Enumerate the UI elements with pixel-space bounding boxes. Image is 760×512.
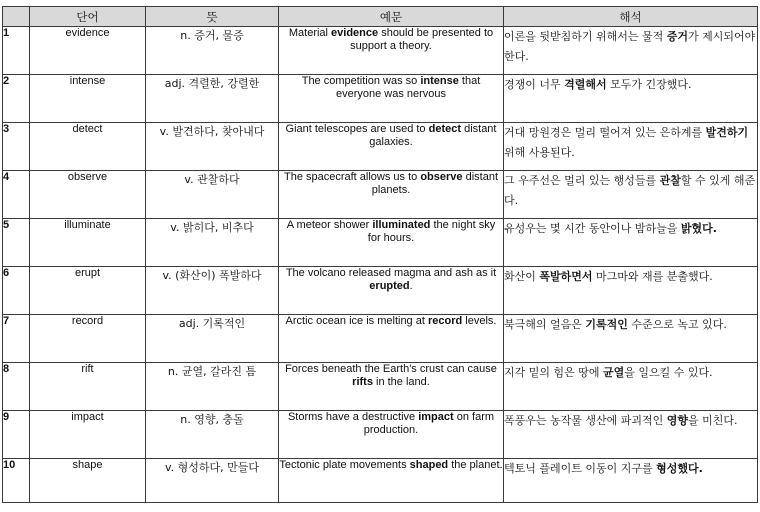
row-number: 9 bbox=[3, 411, 30, 459]
example-text: Tectonic plate movements bbox=[279, 459, 410, 471]
example-text: A meteor shower bbox=[286, 219, 373, 231]
header-number bbox=[3, 7, 30, 27]
translation-text: 마그마와 재를 분출했다. bbox=[592, 270, 713, 283]
example-sentence bbox=[279, 459, 504, 503]
translation-text: 텍토닉 플레이트 이동이 지구를 bbox=[504, 462, 657, 475]
example-text: Storms have a destructive bbox=[287, 411, 419, 423]
word-meaning: v. 관찰하다 bbox=[146, 171, 279, 219]
translation-text: 북극해의 얼음은 bbox=[504, 318, 586, 331]
example-keyword: shaped bbox=[409, 459, 449, 471]
header-word: 단어 bbox=[30, 7, 146, 27]
vocab-word: shape bbox=[30, 459, 146, 503]
korean-translation bbox=[504, 75, 758, 123]
vocab-word: evidence bbox=[30, 27, 146, 75]
korean-translation bbox=[504, 171, 758, 219]
translation-keyword: 기록적인 bbox=[585, 318, 628, 331]
vocab-word: record bbox=[30, 315, 146, 363]
table-row bbox=[3, 267, 758, 315]
word-meaning: v. 밝히다, 비추다 bbox=[146, 219, 279, 267]
example-text: should be presented to support a theory. bbox=[350, 27, 494, 52]
translation-text: 지각 밑의 힘은 땅에 bbox=[504, 366, 603, 379]
example-text: . bbox=[409, 280, 413, 292]
translation-text: 거대 망원경은 멀리 떨어져 있는 은하계를 bbox=[504, 126, 706, 139]
row-number: 6 bbox=[3, 267, 30, 315]
word-meaning: adj. 기록적인 bbox=[146, 315, 279, 363]
korean-translation bbox=[504, 267, 758, 315]
header-meaning: 뜻 bbox=[146, 7, 279, 27]
example-text: The competition was so bbox=[301, 75, 421, 87]
example-sentence bbox=[279, 123, 504, 171]
header-example: 예문 bbox=[279, 7, 504, 27]
translation-text: 할 수 있게 해준다. bbox=[504, 174, 756, 207]
table-row bbox=[3, 315, 758, 363]
translation-text: 이론을 뒷받침하기 위해서는 물적 bbox=[504, 30, 667, 43]
example-text: Giant telescopes are used to bbox=[285, 123, 429, 135]
table-row bbox=[3, 27, 758, 75]
korean-translation bbox=[504, 363, 758, 411]
translation-keyword: 관찰 bbox=[659, 174, 681, 187]
example-text: the planet. bbox=[448, 459, 503, 471]
vocab-word: detect bbox=[30, 123, 146, 171]
row-number: 4 bbox=[3, 171, 30, 219]
example-sentence bbox=[279, 363, 504, 411]
example-sentence bbox=[279, 411, 504, 459]
translation-text: 그 우주선은 멀리 있는 행성들를 bbox=[504, 174, 660, 187]
translation-text: 경쟁이 너무 bbox=[504, 78, 565, 91]
example-keyword: observe bbox=[420, 171, 463, 183]
row-number: 10 bbox=[3, 459, 30, 503]
row-number: 3 bbox=[3, 123, 30, 171]
translation-text: 을 일으킬 수 있다. bbox=[624, 366, 713, 379]
word-meaning: n. 균열, 갈라진 틈 bbox=[146, 363, 279, 411]
example-keyword: intense bbox=[420, 75, 459, 87]
vocabulary-table bbox=[2, 6, 758, 503]
translation-keyword: 균열 bbox=[603, 366, 625, 379]
translation-text: 수준으로 녹고 있다. bbox=[627, 318, 727, 331]
translation-keyword: 영향 bbox=[666, 414, 689, 427]
table-row bbox=[3, 459, 758, 503]
translation-text: 화산이 bbox=[504, 270, 540, 283]
table-row bbox=[3, 411, 758, 459]
row-number: 1 bbox=[3, 27, 30, 75]
header-row bbox=[3, 7, 758, 27]
row-number: 7 bbox=[3, 315, 30, 363]
translation-keyword: 발견하기 bbox=[705, 126, 749, 139]
translation-text: 유성우는 몇 시간 동안이나 밤하늘을 bbox=[504, 222, 681, 235]
example-sentence bbox=[279, 75, 504, 123]
example-text: on farm production. bbox=[363, 411, 495, 436]
example-text: Forces beneath the Earth's crust can cause bbox=[285, 363, 497, 375]
translation-keyword: 형성했다. bbox=[656, 462, 703, 475]
example-keyword: illuminated bbox=[372, 219, 431, 231]
example-sentence bbox=[279, 219, 504, 267]
example-sentence bbox=[279, 27, 504, 75]
translation-keyword: 밝혔다. bbox=[680, 222, 717, 235]
example-sentence bbox=[279, 267, 504, 315]
word-meaning: v. (화산이) 폭발하다 bbox=[146, 267, 279, 315]
example-text: distant galaxies. bbox=[369, 123, 497, 148]
example-text: Arctic ocean ice is melting at bbox=[285, 315, 428, 327]
example-text: Material bbox=[288, 27, 332, 39]
translation-keyword: 증거 bbox=[666, 30, 689, 43]
vocab-word: rift bbox=[30, 363, 146, 411]
example-keyword: impact bbox=[418, 411, 454, 423]
example-keyword: erupted bbox=[369, 280, 410, 292]
korean-translation bbox=[504, 315, 758, 363]
vocab-word: intense bbox=[30, 75, 146, 123]
example-sentence bbox=[279, 315, 504, 363]
vocab-word: illuminate bbox=[30, 219, 146, 267]
table-row bbox=[3, 171, 758, 219]
row-number: 5 bbox=[3, 219, 30, 267]
example-text: that everyone was nervous bbox=[335, 75, 481, 100]
example-text: distant planets. bbox=[371, 171, 498, 196]
table-row bbox=[3, 75, 758, 123]
example-keyword: detect bbox=[428, 123, 462, 135]
word-meaning: adj. 격렬한, 강렬한 bbox=[146, 75, 279, 123]
example-keyword: record bbox=[427, 315, 463, 327]
example-text: in the land. bbox=[372, 376, 430, 388]
translation-keyword: 폭발하면서 bbox=[539, 270, 593, 283]
korean-translation bbox=[504, 123, 758, 171]
translation-keyword: 격렬해서 bbox=[564, 78, 607, 91]
korean-translation bbox=[504, 459, 758, 503]
translation-text: 폭풍우는 농작물 생산에 파괴적인 bbox=[504, 414, 667, 427]
word-meaning: n. 증거, 물증 bbox=[146, 27, 279, 75]
row-number: 2 bbox=[3, 75, 30, 123]
example-keyword: rifts bbox=[352, 376, 373, 388]
word-meaning: v. 발견하다, 찾아내다 bbox=[146, 123, 279, 171]
example-text: levels. bbox=[462, 315, 497, 327]
vocab-word: observe bbox=[30, 171, 146, 219]
table-row bbox=[3, 219, 758, 267]
example-keyword: evidence bbox=[331, 27, 379, 39]
example-text: the night sky for hours. bbox=[367, 219, 496, 244]
translation-text: 가 제시되어야 한다. bbox=[504, 30, 756, 63]
korean-translation bbox=[504, 411, 758, 459]
example-text: The spacecraft allows us to bbox=[283, 171, 421, 183]
table-row bbox=[3, 363, 758, 411]
word-meaning: v. 형성하다, 만들다 bbox=[146, 459, 279, 503]
translation-text: 모두가 긴장했다. bbox=[606, 78, 692, 91]
row-number: 8 bbox=[3, 363, 30, 411]
word-meaning: n. 영향, 충돌 bbox=[146, 411, 279, 459]
vocab-word: impact bbox=[30, 411, 146, 459]
table-body bbox=[3, 27, 758, 503]
korean-translation bbox=[504, 27, 758, 75]
translation-text: 을 미친다. bbox=[688, 414, 738, 427]
korean-translation bbox=[504, 219, 758, 267]
translation-text: 위해 사용된다. bbox=[504, 146, 575, 159]
vocab-word: erupt bbox=[30, 267, 146, 315]
example-text: The volcano released magma and ash as it bbox=[285, 267, 497, 279]
example-sentence bbox=[279, 171, 504, 219]
header-translation: 해석 bbox=[504, 7, 758, 27]
table-row bbox=[3, 123, 758, 171]
